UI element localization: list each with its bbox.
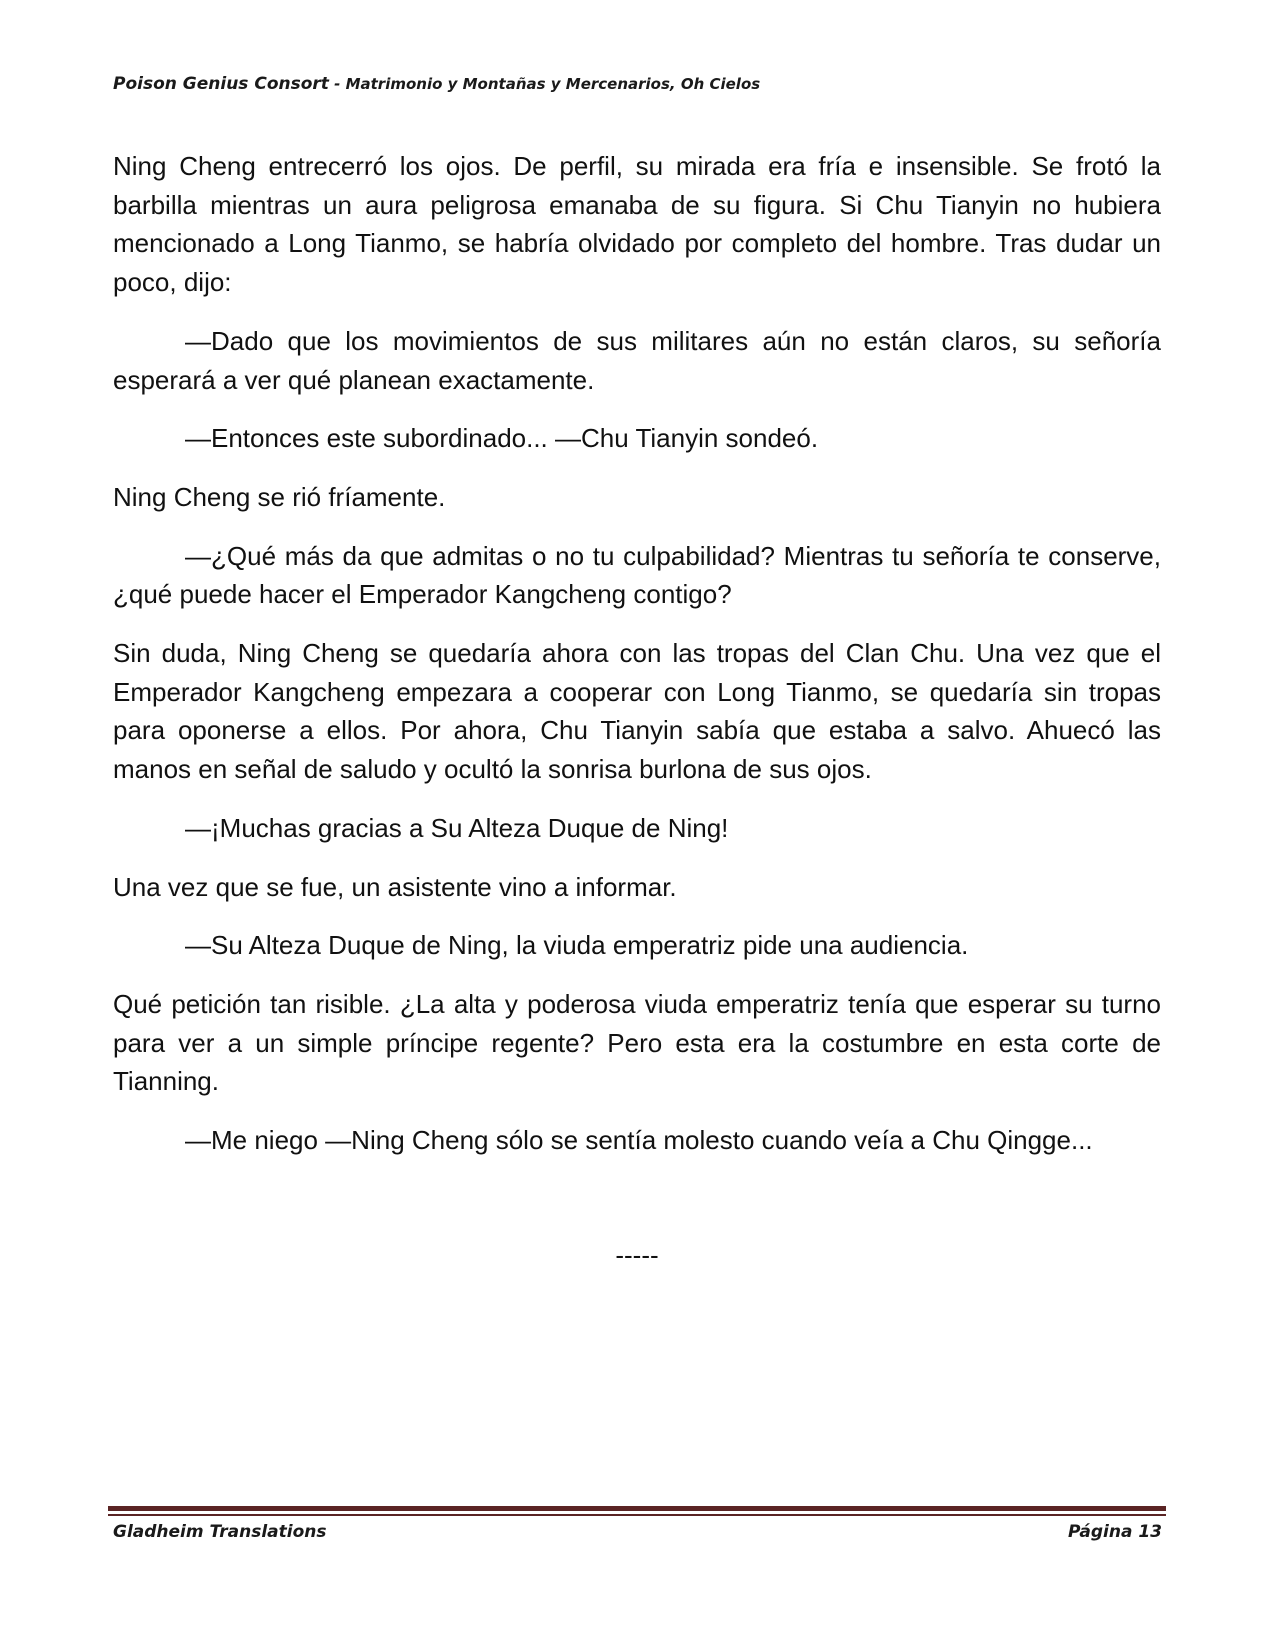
dialog-paragraph: —Entonces este subordinado... —Chu Tianyin sondeó. [185,423,819,454]
dialog-paragraph: —¿Qué más da que admitas o no tu culpabilidad? Mientras tu señoría te conserve, ¿qué puede hacer el Emperador Kangcheng contigo? [113,540,1161,610]
footer-rule [108,1506,1166,1511]
footer-rule-thin [108,1514,1166,1516]
paragraph: Qué petición tan risible. ¿La alta y poderosa viuda emperatriz tenía que esperar su turno para ver a un simple príncipe regente? Pero esta era la costumbre en esta corte de Tianning. [113,988,1161,1097]
dialog-paragraph: —Dado que los movimientos de sus militares aún no están claros, su señoría esperará a ver qué planean exactamente. [113,325,1161,395]
paragraph: Ning Cheng entrecerró los ojos. De perfil, su mirada era fría e insensible. Se frotó la barbilla mientras un aura peligrosa emanaba de su figura. Si Chu Tianyin no hubiera mencionado a Long Tianmo, se habría olvidado por completo del hombre. Tras dudar un poco, dijo: [113,151,1161,298]
dialog-paragraph: —Su Alteza Duque de Ning, la viuda emperatriz pide una audiencia. [185,930,969,961]
book-title: Poison Genius Consort [113,74,329,94]
chapter-title: Matrimonio y Montañas y Mercenarios, Oh Cielos [345,75,761,93]
dialog-paragraph: —¡Muchas gracias a Su Alteza Duque de Ning! [185,812,729,843]
section-divider: ----- [615,1239,659,1270]
dialog-paragraph: —Me niego —Ning Cheng sólo se sentía molesto cuando veía a Chu Qingge... [185,1125,1093,1156]
header-separator: - [328,75,346,93]
paragraph: Sin duda, Ning Cheng se quedaría ahora con las tropas del Clan Chu. Una vez que el Emperador Kangcheng empezara a cooperar con Long Tianmo, se quedaría sin tropas para oponerse a ellos. Por ahora, Chu Tianyin sabía que estaba a salvo. Ahuecó las manos en señal de saludo y ocultó la sonrisa burlona de sus ojos. [113,638,1161,785]
paragraph: Una vez que se fue, un asistente vino a informar. [113,871,677,902]
paragraph: Ning Cheng se rió fríamente. [113,481,446,512]
page-body [113,147,1161,1294]
running-header [113,74,760,94]
footer-publisher: Gladheim Translations [113,1522,327,1542]
page-number: Página 13 [1068,1522,1162,1542]
